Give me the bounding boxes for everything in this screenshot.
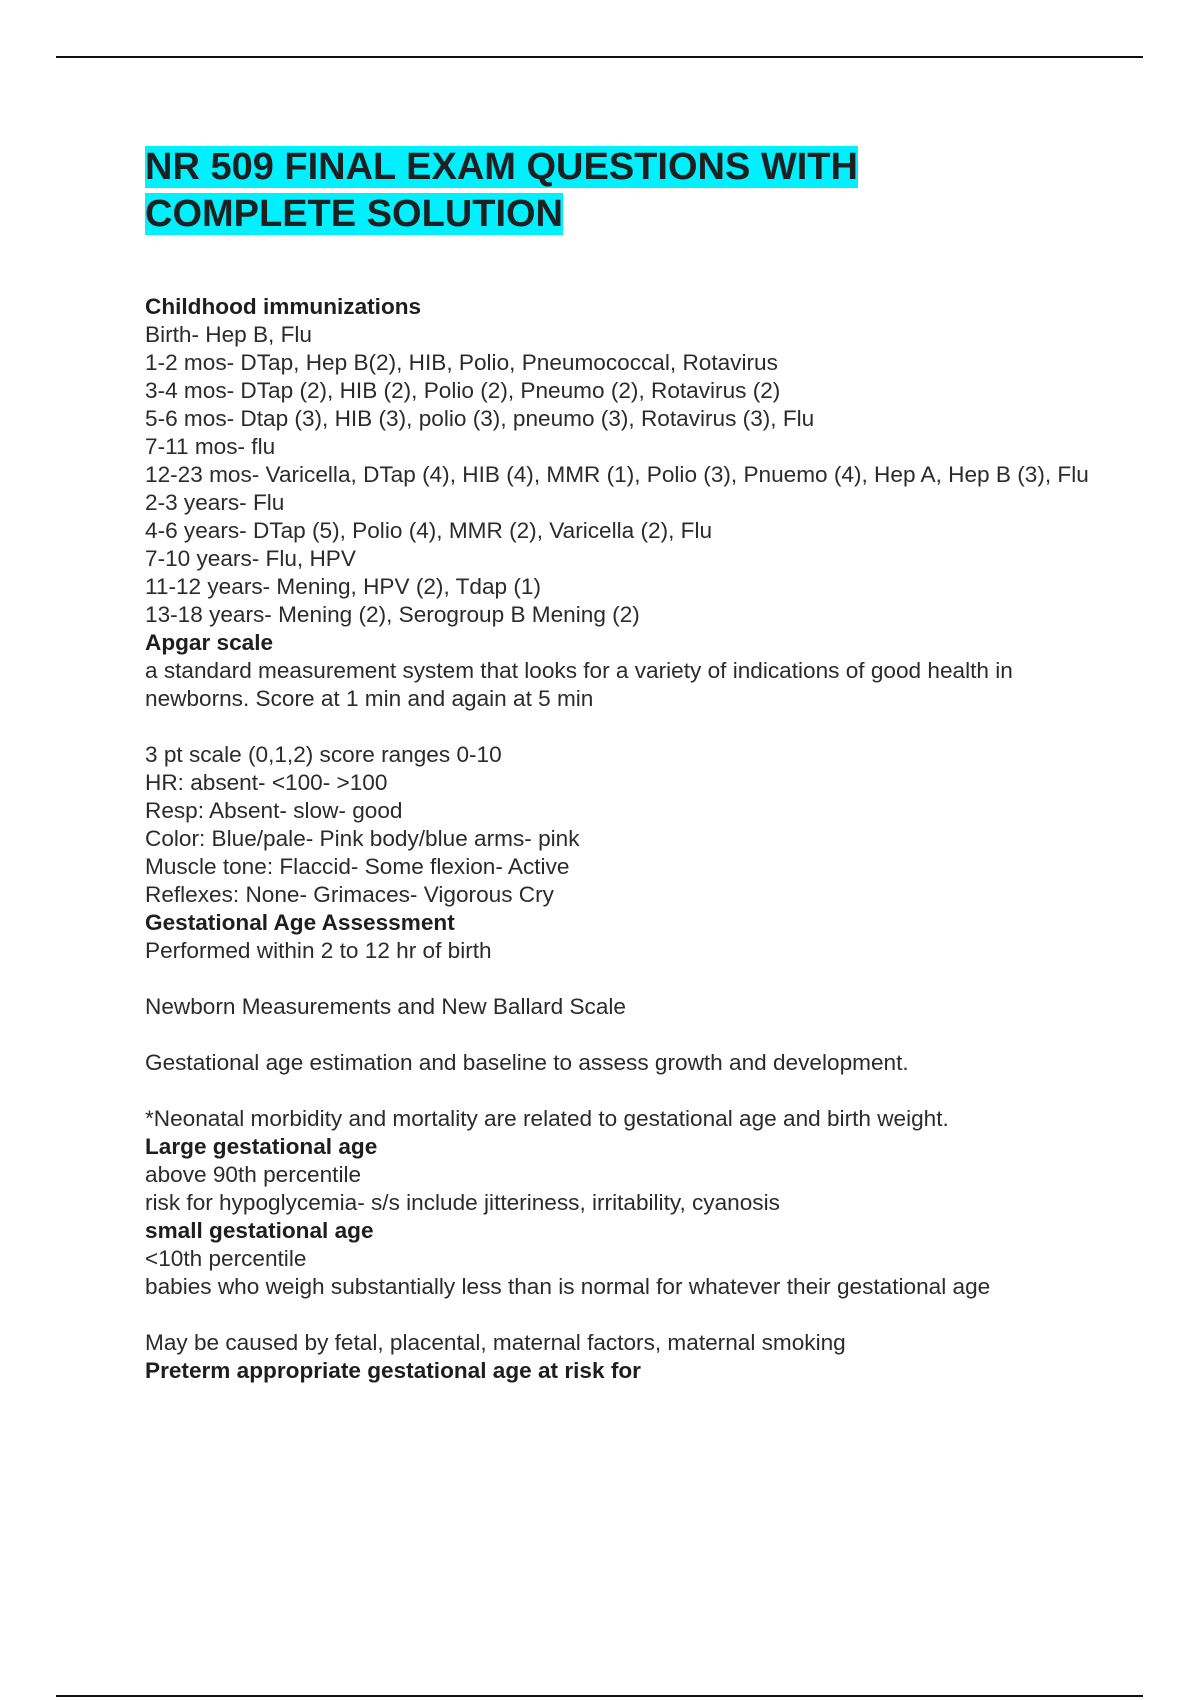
body-line: 3-4 mos- DTap (2), HIB (2), Polio (2), Pneumo (2), Rotavirus (2) (145, 378, 781, 403)
body-line: risk for hypoglycemia- s/s include jitteriness, irritability, cyanosis (145, 1190, 780, 1215)
body-line: 2-3 years- Flu (145, 490, 285, 515)
body-line: a standard measurement system that looks for a variety of indications of good health in newborns. Score at 1 min and again at 5 min (145, 658, 1013, 711)
body-line: 4-6 years- DTap (5), Polio (4), MMR (2), Varicella (2), Flu (145, 518, 713, 543)
body-line: 5-6 mos- Dtap (3), HIB (3), polio (3), pneumo (3), Rotavirus (3), Flu (145, 406, 815, 431)
paragraph-spacer (145, 713, 1095, 741)
body-line: Color: Blue/pale- Pink body/blue arms- pink (145, 826, 580, 851)
document-body (145, 293, 1095, 1385)
paragraph-spacer (145, 1077, 1095, 1105)
body-line: Newborn Measurements and New Ballard Scale (145, 994, 626, 1019)
body-line: Reflexes: None- Grimaces- Vigorous Cry (145, 882, 554, 907)
heading-apgar-scale: Apgar scale (145, 630, 274, 655)
body-line: Resp: Absent- slow- good (145, 798, 403, 823)
body-line: *Neonatal morbidity and mortality are related to gestational age and birth weight. (145, 1106, 949, 1131)
body-line: 3 pt scale (0,1,2) score ranges 0-10 (145, 742, 502, 767)
body-line: babies who weigh substantially less than is normal for whatever their gestational age (145, 1274, 991, 1299)
body-line: HR: absent- <100- >100 (145, 770, 388, 795)
body-line: Gestational age estimation and baseline to assess growth and development. (145, 1050, 909, 1075)
header-rule (56, 56, 1143, 58)
heading-gestational-age-assessment: Gestational Age Assessment (145, 910, 455, 935)
body-line: 1-2 mos- DTap, Hep B(2), HIB, Polio, Pneumococcal, Rotavirus (145, 350, 778, 375)
body-line: 13-18 years- Mening (2), Serogroup B Mening (2) (145, 602, 640, 627)
heading-preterm-appropriate-gestational-age: Preterm appropriate gestational age at risk for (145, 1358, 641, 1383)
body-line: Muscle tone: Flaccid- Some flexion- Active (145, 854, 570, 879)
body-line: above 90th percentile (145, 1162, 362, 1187)
body-line: Performed within 2 to 12 hr of birth (145, 938, 492, 963)
body-line: May be caused by fetal, placental, maternal factors, maternal smoking (145, 1330, 846, 1355)
paragraph-spacer (145, 1301, 1095, 1329)
body-line: 12-23 mos- Varicella, DTap (4), HIB (4), MMR (1), Polio (3), Pnuemo (4), Hep A, Hep B (3), Flu (145, 462, 1089, 487)
paragraph-spacer (145, 1021, 1095, 1049)
title-line-2: COMPLETE SOLUTION (145, 193, 563, 235)
body-line: 7-11 mos- flu (145, 434, 276, 459)
body-line: 7-10 years- Flu, HPV (145, 546, 356, 571)
document-title (145, 144, 1125, 238)
body-line: <10th percentile (145, 1246, 307, 1271)
footer-rule (56, 1695, 1143, 1697)
body-line: Birth- Hep B, Flu (145, 322, 312, 347)
heading-childhood-immunizations: Childhood immunizations (145, 294, 422, 319)
heading-small-gestational-age: small gestational age (145, 1218, 374, 1243)
title-line-1: NR 509 FINAL EXAM QUESTIONS WITH (145, 146, 858, 188)
body-line: 11-12 years- Mening, HPV (2), Tdap (1) (145, 574, 541, 599)
heading-large-gestational-age: Large gestational age (145, 1134, 378, 1159)
paragraph-spacer (145, 965, 1095, 993)
